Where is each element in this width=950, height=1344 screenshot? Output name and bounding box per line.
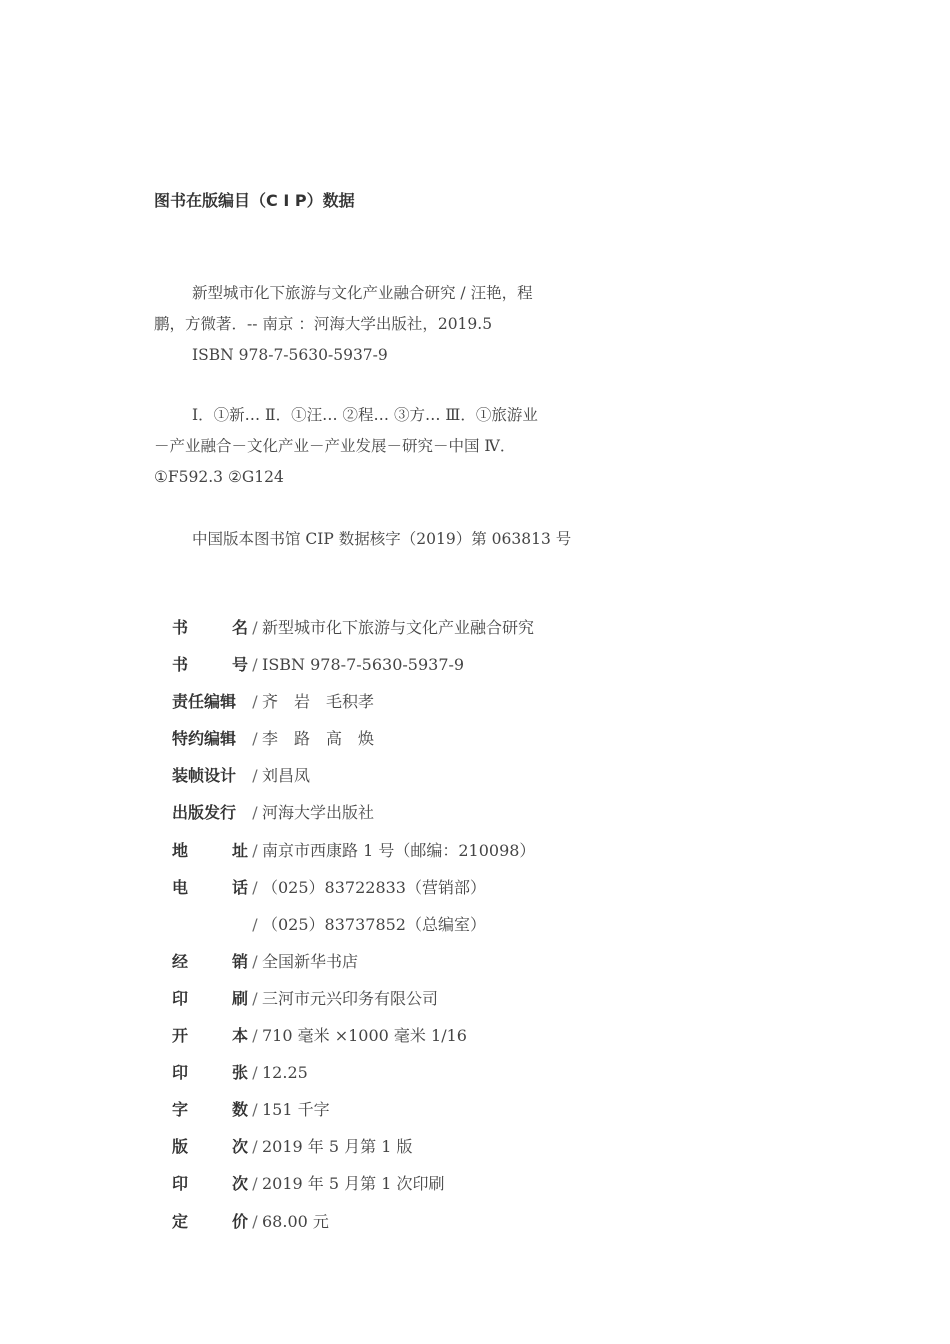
spec-row — [172, 1130, 535, 1167]
spec-separator: / — [252, 618, 258, 637]
spec-label — [172, 1056, 248, 1093]
spec-separator: / — [252, 1063, 258, 1083]
spec-label — [172, 611, 248, 648]
cip-heading: 图书在版编目（C I P）数据 — [154, 191, 355, 210]
cip-classification — [154, 400, 654, 493]
spec-label — [172, 908, 248, 945]
spec-separator: / — [252, 1100, 258, 1120]
spec-label — [172, 1019, 248, 1056]
spec-value: ISBN 978-7-5630-5937-9 — [262, 655, 465, 675]
spec-row — [172, 945, 535, 982]
spec-value: 2019 年 5 月第 1 次印刷 — [262, 1174, 445, 1194]
cip-class-line: Ⅰ．①新… Ⅱ．①汪… ②程… ③方… Ⅲ．①旅游业 — [192, 406, 538, 424]
spec-separator: / — [252, 877, 258, 897]
spec-row — [172, 982, 535, 1019]
spec-label — [172, 982, 248, 1019]
spec-row — [172, 759, 535, 796]
spec-row — [172, 1205, 535, 1242]
spec-label-part: 价 — [231, 1211, 248, 1231]
spec-row — [172, 685, 535, 722]
spec-label — [172, 945, 248, 982]
spec-label-part: 号 — [231, 655, 248, 675]
spec-separator: / — [252, 1174, 258, 1194]
spec-value: 710 毫米 ×1000 毫米 1/16 — [262, 1026, 467, 1046]
spec-label — [172, 834, 248, 871]
spec-label-part: 电 — [172, 877, 189, 897]
spec-value: （025）83722833（营销部） — [262, 877, 486, 897]
cip-class-line: ①F592.3 ②G124 — [154, 468, 284, 486]
spec-label-part: 印 — [172, 1063, 189, 1083]
spec-row — [172, 1056, 535, 1093]
spec-separator: / — [252, 766, 258, 786]
spec-row — [172, 611, 535, 648]
spec-separator: / — [252, 692, 258, 712]
spec-row — [172, 871, 535, 908]
spec-label-part: 版 — [172, 1137, 189, 1157]
spec-value: 齐 岩 毛积孝 — [262, 692, 375, 712]
cip-class-line: －产业融合－文化产业－产业发展－研究－中国 Ⅳ． — [154, 437, 516, 455]
spec-label-part: 责任编辑 — [172, 692, 237, 712]
spec-value: 河海大学出版社 — [262, 803, 375, 823]
spec-value: 新型城市化下旅游与文化产业融合研究 — [262, 618, 535, 637]
spec-value: 三河市元兴印务有限公司 — [262, 988, 439, 1008]
spec-label-part: 刷 — [231, 988, 248, 1008]
spec-label — [172, 1130, 248, 1167]
spec-label-part: 印 — [172, 1174, 189, 1194]
spec-label-part: 书 — [172, 655, 189, 675]
spec-value: 南京市西康路 1 号（邮编：210098） — [262, 840, 536, 860]
spec-row — [172, 1093, 535, 1130]
spec-label — [172, 1205, 248, 1242]
spec-label-part: 装帧设计 — [172, 766, 237, 786]
spec-separator: / — [252, 951, 258, 971]
spec-label-part: 销 — [231, 951, 248, 971]
spec-value: 李 路 高 焕 — [262, 729, 375, 749]
spec-row — [172, 722, 535, 759]
publication-specs — [172, 611, 535, 1242]
spec-value: （025）83737852（总编室） — [262, 914, 486, 934]
spec-separator: / — [252, 840, 258, 860]
spec-label-part: 本 — [231, 1026, 248, 1046]
cip-number: 中国版本图书馆 CIP 数据核字（2019）第 063813 号 — [192, 530, 572, 548]
spec-value: 全国新华书店 — [262, 951, 359, 971]
spec-label-part: 址 — [231, 840, 248, 860]
spec-label — [172, 648, 248, 685]
spec-separator: / — [252, 729, 258, 749]
cip-entry-line: 新型城市化下旅游与文化产业融合研究 / 汪艳，程 — [192, 284, 533, 302]
cip-entry-line: 鹏，方微著．-- 南京 ：河海大学出版社，2019.5 — [154, 315, 493, 333]
spec-separator: / — [252, 1026, 258, 1046]
spec-label — [172, 796, 248, 833]
spec-value: 2019 年 5 月第 1 版 — [262, 1137, 413, 1157]
spec-row — [172, 1167, 535, 1204]
spec-label-part: 开 — [172, 1026, 189, 1046]
spec-label-part: 次 — [231, 1174, 248, 1194]
spec-label-part: 地 — [172, 840, 189, 860]
spec-row — [172, 908, 535, 945]
spec-label-part: 名 — [231, 618, 248, 637]
spec-separator: / — [252, 655, 258, 675]
spec-label — [172, 759, 248, 796]
spec-label-part: 张 — [231, 1063, 248, 1083]
spec-label — [172, 871, 248, 908]
cip-number-block — [154, 524, 654, 555]
spec-row — [172, 648, 535, 685]
spec-label-part: 数 — [231, 1100, 248, 1120]
spec-row — [172, 834, 535, 871]
spec-label-part: 书 — [172, 618, 189, 637]
spec-value: 151 千字 — [262, 1100, 330, 1120]
spec-value: 刘昌凤 — [262, 766, 311, 786]
spec-label-part: 定 — [172, 1211, 189, 1231]
spec-value: 12.25 — [262, 1063, 308, 1083]
cip-catalog-entry — [154, 278, 654, 371]
spec-label — [172, 1167, 248, 1204]
spec-row — [172, 796, 535, 833]
spec-separator: / — [252, 1211, 258, 1231]
spec-value: 68.00 元 — [262, 1211, 329, 1231]
cip-isbn-line: ISBN 978-7-5630-5937-9 — [192, 346, 388, 364]
spec-separator: / — [252, 914, 258, 934]
spec-label-part: 经 — [172, 951, 189, 971]
spec-label-part: 特约编辑 — [172, 729, 237, 749]
spec-separator: / — [252, 1137, 258, 1157]
spec-label-part: 次 — [231, 1137, 248, 1157]
spec-label — [172, 722, 248, 759]
spec-label-part: 字 — [172, 1100, 189, 1120]
spec-label — [172, 685, 248, 722]
spec-separator: / — [252, 803, 258, 823]
spec-separator: / — [252, 988, 258, 1008]
spec-label-part: 话 — [231, 877, 248, 897]
spec-label-part: 出版发行 — [172, 803, 237, 823]
spec-label — [172, 1093, 248, 1130]
spec-label-part: 印 — [172, 988, 189, 1008]
spec-row — [172, 1019, 535, 1056]
